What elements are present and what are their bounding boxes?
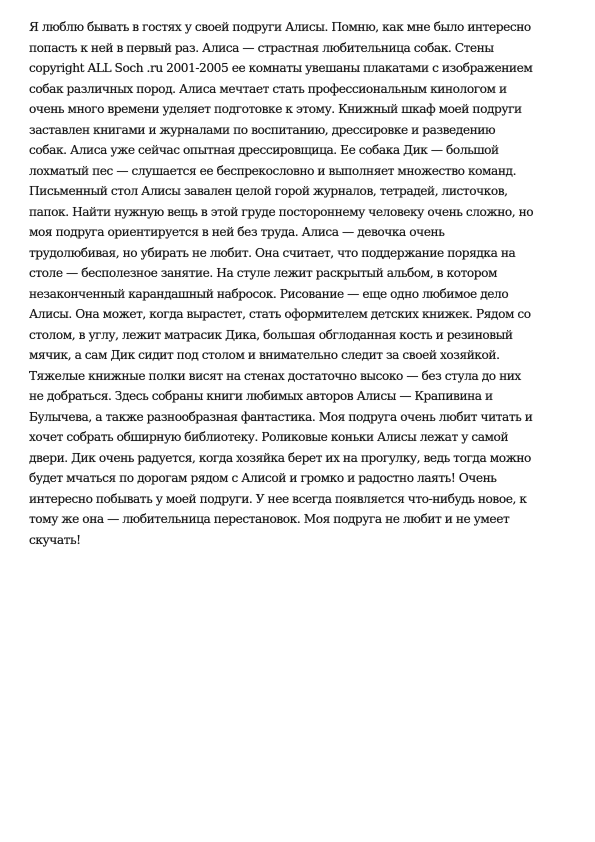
text-line: Булычева, а также разнообразная фантастика. Моя подруга очень любит читать и: [29, 409, 533, 424]
text-line: трудолюбивая, но убирать не любит. Она считает, что поддержание порядка на: [29, 245, 516, 260]
text-line: copyright ALL Soch .ru 2001-2005 ее комнаты увешаны плакатами с изображением: [29, 61, 533, 75]
text-line: интересно побывать у моей подруги. У нее всегда появляется что-нибудь новое, к: [29, 491, 527, 506]
text-line: тому же она — любительница перестановок. Моя подруга не любит и не умеет: [29, 512, 510, 526]
text-line: моя подруга ориентируется в ней без труда. Алиса — девочка очень: [29, 225, 445, 239]
text-line: собак различных пород. Алиса мечтает стать профессиональным кинологом и: [29, 81, 507, 96]
text-line: хочет собрать обширную библиотеку. Роликовые коньки Алисы лежат у самой: [29, 430, 509, 444]
text-line: мячик, а сам Дик сидит под столом и внимательно следит за своей хозяйкой.: [29, 348, 500, 362]
text-line: очень много времени уделяет подготовке к этому. Книжный шкаф моей подруги: [29, 102, 522, 116]
text-line: не добраться. Здесь собраны книги любимых авторов Алисы — Крапивина и: [29, 389, 493, 403]
text-line: Тяжелые книжные полки висят на стенах достаточно высоко — без стула до них: [29, 368, 521, 383]
text-line: столе — бесполезное занятие. На стуле лежит раскрытый альбом, в котором: [29, 266, 498, 280]
text-line: лохматый пес — слушается ее беспрекословно и выполняет множество команд.: [29, 163, 516, 178]
text-line: скучать!: [29, 532, 81, 547]
text-line: Письменный стол Алисы завален целой горой журналов, тетрадей, листочков,: [29, 184, 508, 198]
text-line: будет мчаться по дорогам рядом с Алисой и громко и радостно лаять! Очень: [29, 471, 497, 485]
text-line: Алисы. Она может, когда вырастет, стать оформителем детских книжек. Рядом со: [29, 307, 531, 321]
text-line: попасть к ней в первый раз. Алиса — страстная любительница собак. Стены: [29, 40, 494, 55]
text-line: заставлен книгами и журналами по воспитанию, дрессировке и разведению: [29, 122, 496, 137]
text-line: столом, в углу, лежит матрасик Дика, большая обглоданная кость и резиновый: [29, 327, 513, 342]
essay-text: [29, 17, 575, 550]
text-line: папок. Найти нужную вещь в этой груде постороннему человеку очень сложно, но: [29, 204, 534, 219]
text-line: Я люблю бывать в гостях у своей подруги Алисы. Помню, как мне было интересно: [29, 20, 531, 34]
text-line: незаконченный карандашный набросок. Рисование — еще одно любимое дело: [29, 286, 509, 301]
text-line: двери. Дик очень радуется, когда хозяйка берет их на прогулку, ведь тогда можно: [29, 450, 531, 465]
text-line: собак. Алиса уже сейчас опытная дрессировщица. Ее собака Дик — большой: [29, 143, 499, 157]
